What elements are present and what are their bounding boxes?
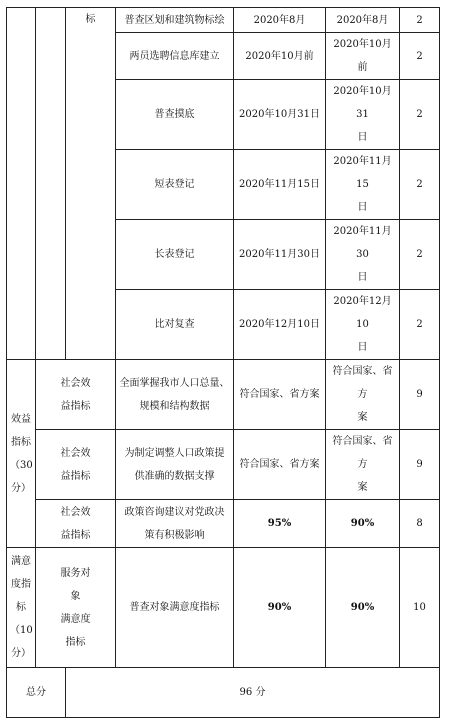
indicator-name: 两员选聘信息库建立 [116, 33, 234, 80]
indicator-name: 普查区划和建筑物标绘 [116, 8, 234, 33]
indicator-name: 短表登记 [116, 150, 234, 220]
indicator-name: 普查对象满意度指标 [116, 548, 234, 668]
subcategory-cell-empty [36, 8, 66, 360]
plan-value: 2020年11月30日 [234, 220, 326, 290]
benefit-subcategory: 社会效 益指标 [36, 360, 116, 430]
score-value: 2 [400, 80, 440, 150]
satisfaction-category-cell: 满意 度指 标 （10 分） [7, 548, 36, 668]
actual-value: 90% [326, 548, 400, 668]
indicator-name: 全面掌握我市人口总量、 规模和结构数据 [116, 360, 234, 430]
score-value: 2 [400, 8, 440, 33]
actual-value: 2020年8月 [326, 8, 400, 33]
score-value: 8 [400, 500, 440, 548]
table-row [7, 8, 440, 33]
benefit-subcategory: 社会效 益指标 [36, 430, 116, 500]
indicator-type-cell: 标 [66, 8, 116, 360]
plan-value: 2020年12月10日 [234, 290, 326, 360]
indicator-name: 政策咨询建议对党政决 策有积极影响 [116, 500, 234, 548]
plan-value: 95% [234, 500, 326, 548]
indicator-name: 为制定调整人口政策提 供准确的数据支撑 [116, 430, 234, 500]
actual-value: 2020年11月30 日 [326, 220, 400, 290]
actual-value: 2020年12月10 日 [326, 290, 400, 360]
actual-value: 90% [326, 500, 400, 548]
benefit-category-cell: 效益 指标 （30 分） [7, 360, 36, 548]
plan-value: 2020年8月 [234, 8, 326, 33]
score-value: 9 [400, 430, 440, 500]
category-cell-empty [7, 8, 36, 360]
plan-value: 90% [234, 548, 326, 668]
table-row [7, 548, 440, 668]
total-value: 96 分 [66, 668, 440, 718]
satisfaction-subcategory: 服务对 象 满意度 指标 [36, 548, 116, 668]
indicator-name: 普查摸底 [116, 80, 234, 150]
score-value: 2 [400, 33, 440, 80]
score-value: 2 [400, 290, 440, 360]
performance-score-table [6, 7, 440, 718]
plan-value: 符合国家、省方案 [234, 360, 326, 430]
actual-value: 2020年10月31 日 [326, 80, 400, 150]
score-value: 2 [400, 220, 440, 290]
indicator-name: 长表登记 [116, 220, 234, 290]
plan-value: 符合国家、省方案 [234, 430, 326, 500]
actual-value: 2020年11月15 日 [326, 150, 400, 220]
table-row [7, 500, 440, 548]
actual-value: 符合国家、省方 案 [326, 430, 400, 500]
table-row [7, 360, 440, 430]
plan-value: 2020年11月15日 [234, 150, 326, 220]
score-value: 10 [400, 548, 440, 668]
total-row [7, 668, 440, 718]
total-label: 总分 [7, 668, 66, 718]
score-value: 2 [400, 150, 440, 220]
indicator-name: 比对复查 [116, 290, 234, 360]
plan-value: 2020年10月前 [234, 33, 326, 80]
benefit-subcategory: 社会效 益指标 [36, 500, 116, 548]
table-row [7, 430, 440, 500]
plan-value: 2020年10月31日 [234, 80, 326, 150]
actual-value: 符合国家、省方 案 [326, 360, 400, 430]
score-value: 9 [400, 360, 440, 430]
actual-value: 2020年10月前 [326, 33, 400, 80]
